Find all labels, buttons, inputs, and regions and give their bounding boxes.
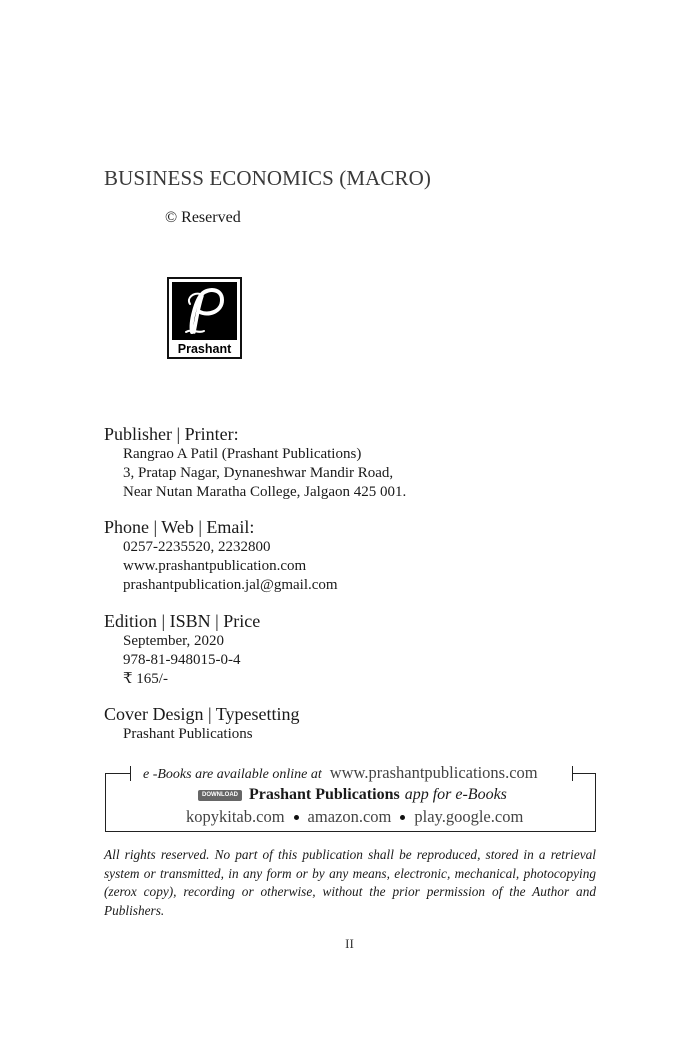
- publisher-line: Near Nutan Maratha College, Jalgaon 425 001.: [123, 484, 407, 500]
- book-title: BUSINESS ECONOMICS (MACRO): [104, 166, 431, 190]
- bullet-icon: [400, 815, 405, 820]
- contact-phone: 0257-2235520, 2232800: [123, 539, 271, 555]
- box-top-left-border: [105, 773, 131, 774]
- copyright-notice: © Reserved: [165, 209, 241, 226]
- contact-heading: Phone | Web | Email:: [104, 517, 255, 537]
- cover-heading: Cover Design | Typesetting: [104, 704, 300, 724]
- edition-heading: Edition | ISBN | Price: [104, 611, 261, 631]
- contact-email: prashantpublication.jal@gmail.com: [123, 577, 338, 593]
- store-amazon[interactable]: amazon.com: [307, 807, 392, 826]
- page-number: II: [345, 936, 354, 951]
- prashant-p-logo-icon: [172, 282, 237, 340]
- logo-wordmark: Prashant: [177, 342, 232, 356]
- edition-date: September, 2020: [123, 633, 225, 649]
- publisher-line: 3, Pratap Nagar, Dynaneshwar Mandir Road,: [123, 465, 394, 481]
- download-badge-icon[interactable]: DOWNLOAD: [198, 790, 242, 801]
- edition-isbn: 978-81-948015-0-4: [123, 652, 241, 668]
- box-top-right-border: [573, 773, 596, 774]
- cover-line: Prashant Publications: [123, 726, 253, 742]
- publisher-heading: Publisher | Printer:: [104, 424, 239, 444]
- store-kopykitab[interactable]: kopykitab.com: [186, 807, 285, 826]
- box-right-tick: [572, 766, 573, 781]
- store-list: [186, 807, 523, 827]
- publisher-line: Rangrao A Patil (Prashant Publications): [123, 446, 362, 462]
- app-suffix: app for e-Books: [404, 786, 507, 803]
- contact-web: www.prashantpublication.com: [123, 558, 307, 574]
- ebooks-availability: [143, 763, 538, 783]
- edition-price: ₹ 165/-: [123, 671, 168, 687]
- publisher-logo: [167, 277, 242, 359]
- bullet-icon: [294, 815, 299, 820]
- app-promo: [198, 786, 507, 804]
- box-left-tick: [130, 766, 131, 781]
- ebooks-url[interactable]: www.prashantpublications.com: [329, 763, 538, 782]
- rights-statement: All rights reserved. No part of this publication shall be reproduced, stored in a retrieval system or transmitted, in any form or by any means, electronic, mechanical, photocopying (zerox copy), recording or otherwise, without the prior permission of the Author and Publishers.: [104, 847, 596, 918]
- store-google-play[interactable]: play.google.com: [414, 807, 524, 826]
- app-name: Prashant Publications: [249, 786, 400, 803]
- ebooks-label: e -Books are available online at: [143, 767, 322, 782]
